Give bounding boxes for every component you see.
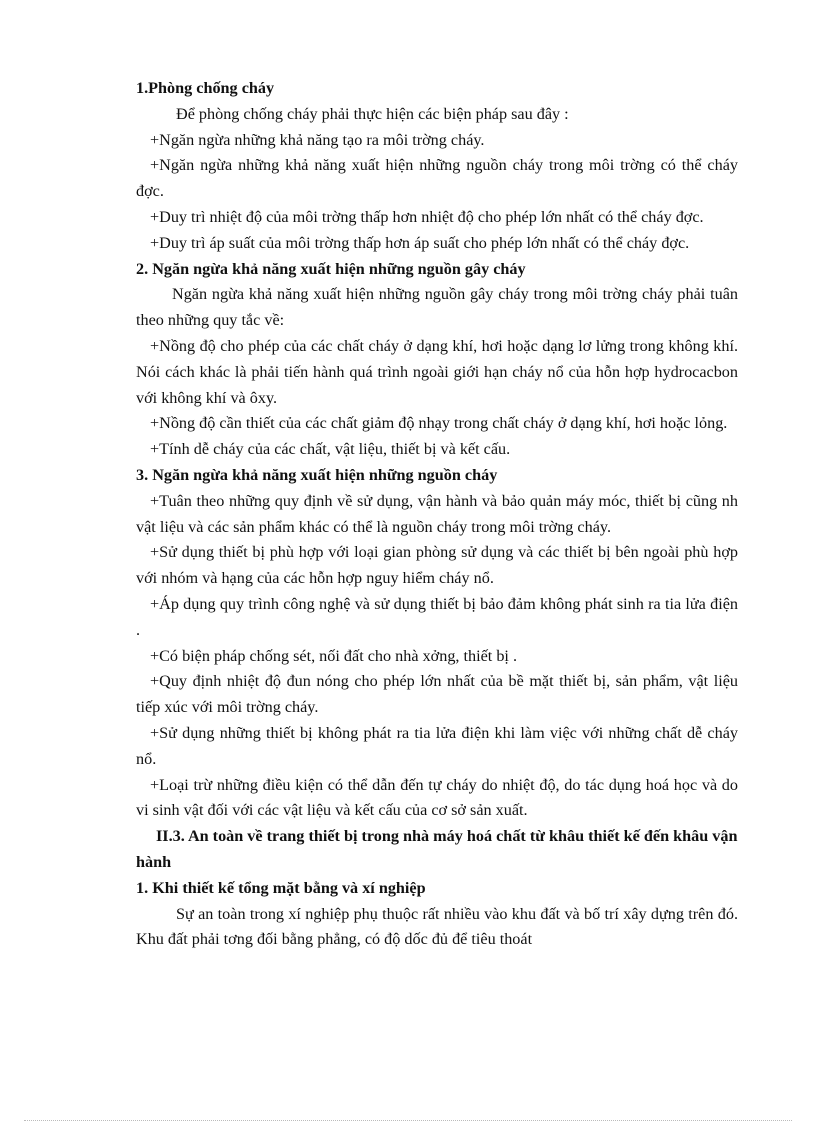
section-1-item: +Duy trì nhiệt độ của môi trờng thấp hơn nhiệt độ cho phép lớn nhất có thể cháy đợc.: [150, 207, 704, 226]
section-2-item: +Tính dễ cháy của các chất, vật liệu, thiết bị và kết cấu.: [150, 440, 511, 459]
section-3-item: +Tuân theo những quy định về sử dụng, vận hành và bảo quản máy móc, thiết bị cũng nh vật liệu và các sản phẩm khác có thể là nguồn cháy trong môi trờng cháy.: [136, 491, 738, 536]
section-3-item: +Có biện pháp chống sét, nối đất cho nhà xởng, thiết bị .: [150, 646, 518, 665]
section-3-item: +Quy định nhiệt độ đun nóng cho phép lớn nhất của bề mặt thiết bị, sản phẩm, vật liệu tiếp xúc với môi trờng cháy.: [136, 672, 738, 717]
section-1-intro: Để phòng chống cháy phải thực hiện các biện pháp sau đây :: [176, 104, 569, 123]
section-5-title: 1. Khi thiết kế tổng mặt bằng và xí nghiệp: [136, 878, 426, 897]
section-1-title: 1.Phòng chống cháy: [136, 79, 275, 97]
section-3-item: +Áp dụng quy trình công nghệ và sử dụng thiết bị bảo đảm không phát sinh ra tia lửa điện .: [136, 594, 738, 639]
chapter-heading: II.3. An toàn về trang thiết bị trong nhà máy hoá chất từ khâu thiết kế đến khâu vận hành: [136, 827, 738, 871]
section-3-item: +Sử dụng thiết bị phù hợp với loại gian phòng sử dụng và các thiết bị bên ngoài phù hợp với nhóm và hạng của các hỗn hợp nguy hiểm cháy nổ.: [136, 543, 738, 588]
document-page: [136, 76, 738, 953]
section-2-item: +Nồng độ cho phép của các chất cháy ở dạng khí, hơi hoặc dạng lơ lửng trong không khí. Nói cách khác là phải tiến hành quá trình ngoài giới hạn cháy nổ của hỗn hợp hydrocacbon với không khí và ôxy.: [136, 336, 738, 407]
section-2-intro: Ngăn ngừa khả năng xuất hiện những nguồn gây cháy trong môi trờng cháy phải tuân theo những quy tắc về:: [136, 285, 738, 330]
section-5-intro: Sự an toàn trong xí nghiệp phụ thuộc rất nhiều vào khu đất và bố trí xây dựng trên đó. Khu đất phải tơng đối bằng phẳng, có độ dốc đủ để tiêu thoát: [136, 904, 738, 949]
section-3-item: +Loại trừ những điều kiện có thể dẫn đến tự cháy do nhiệt độ, do tác dụng hoá học và do vi sinh vật đối với các vật liệu và kết cấu của cơ sở sản xuất.: [136, 775, 738, 820]
section-1-item: +Duy trì áp suất của môi trờng thấp hơn áp suất cho phép lớn nhất có thể cháy đợc.: [150, 233, 690, 252]
section-2-title: 2. Ngăn ngừa khả năng xuất hiện những nguồn gây cháy: [136, 259, 526, 278]
page-bottom-divider: [24, 1120, 792, 1121]
section-1-item: +Ngăn ngừa những khả năng xuất hiện những nguồn cháy trong môi trờng có thể cháy đợc.: [136, 156, 738, 201]
section-3-title: 3. Ngăn ngừa khả năng xuất hiện những nguồn cháy: [136, 465, 498, 484]
section-3-item: +Sử dụng những thiết bị không phát ra tia lửa điện khi làm việc với những chất dễ cháy nổ.: [136, 723, 738, 768]
section-1-item: +Ngăn ngừa những khả năng tạo ra môi trờng cháy.: [150, 130, 485, 149]
section-2-item: +Nồng độ cần thiết của các chất giảm độ nhạy trong chất cháy ở dạng khí, hơi hoặc lỏng.: [150, 414, 728, 433]
